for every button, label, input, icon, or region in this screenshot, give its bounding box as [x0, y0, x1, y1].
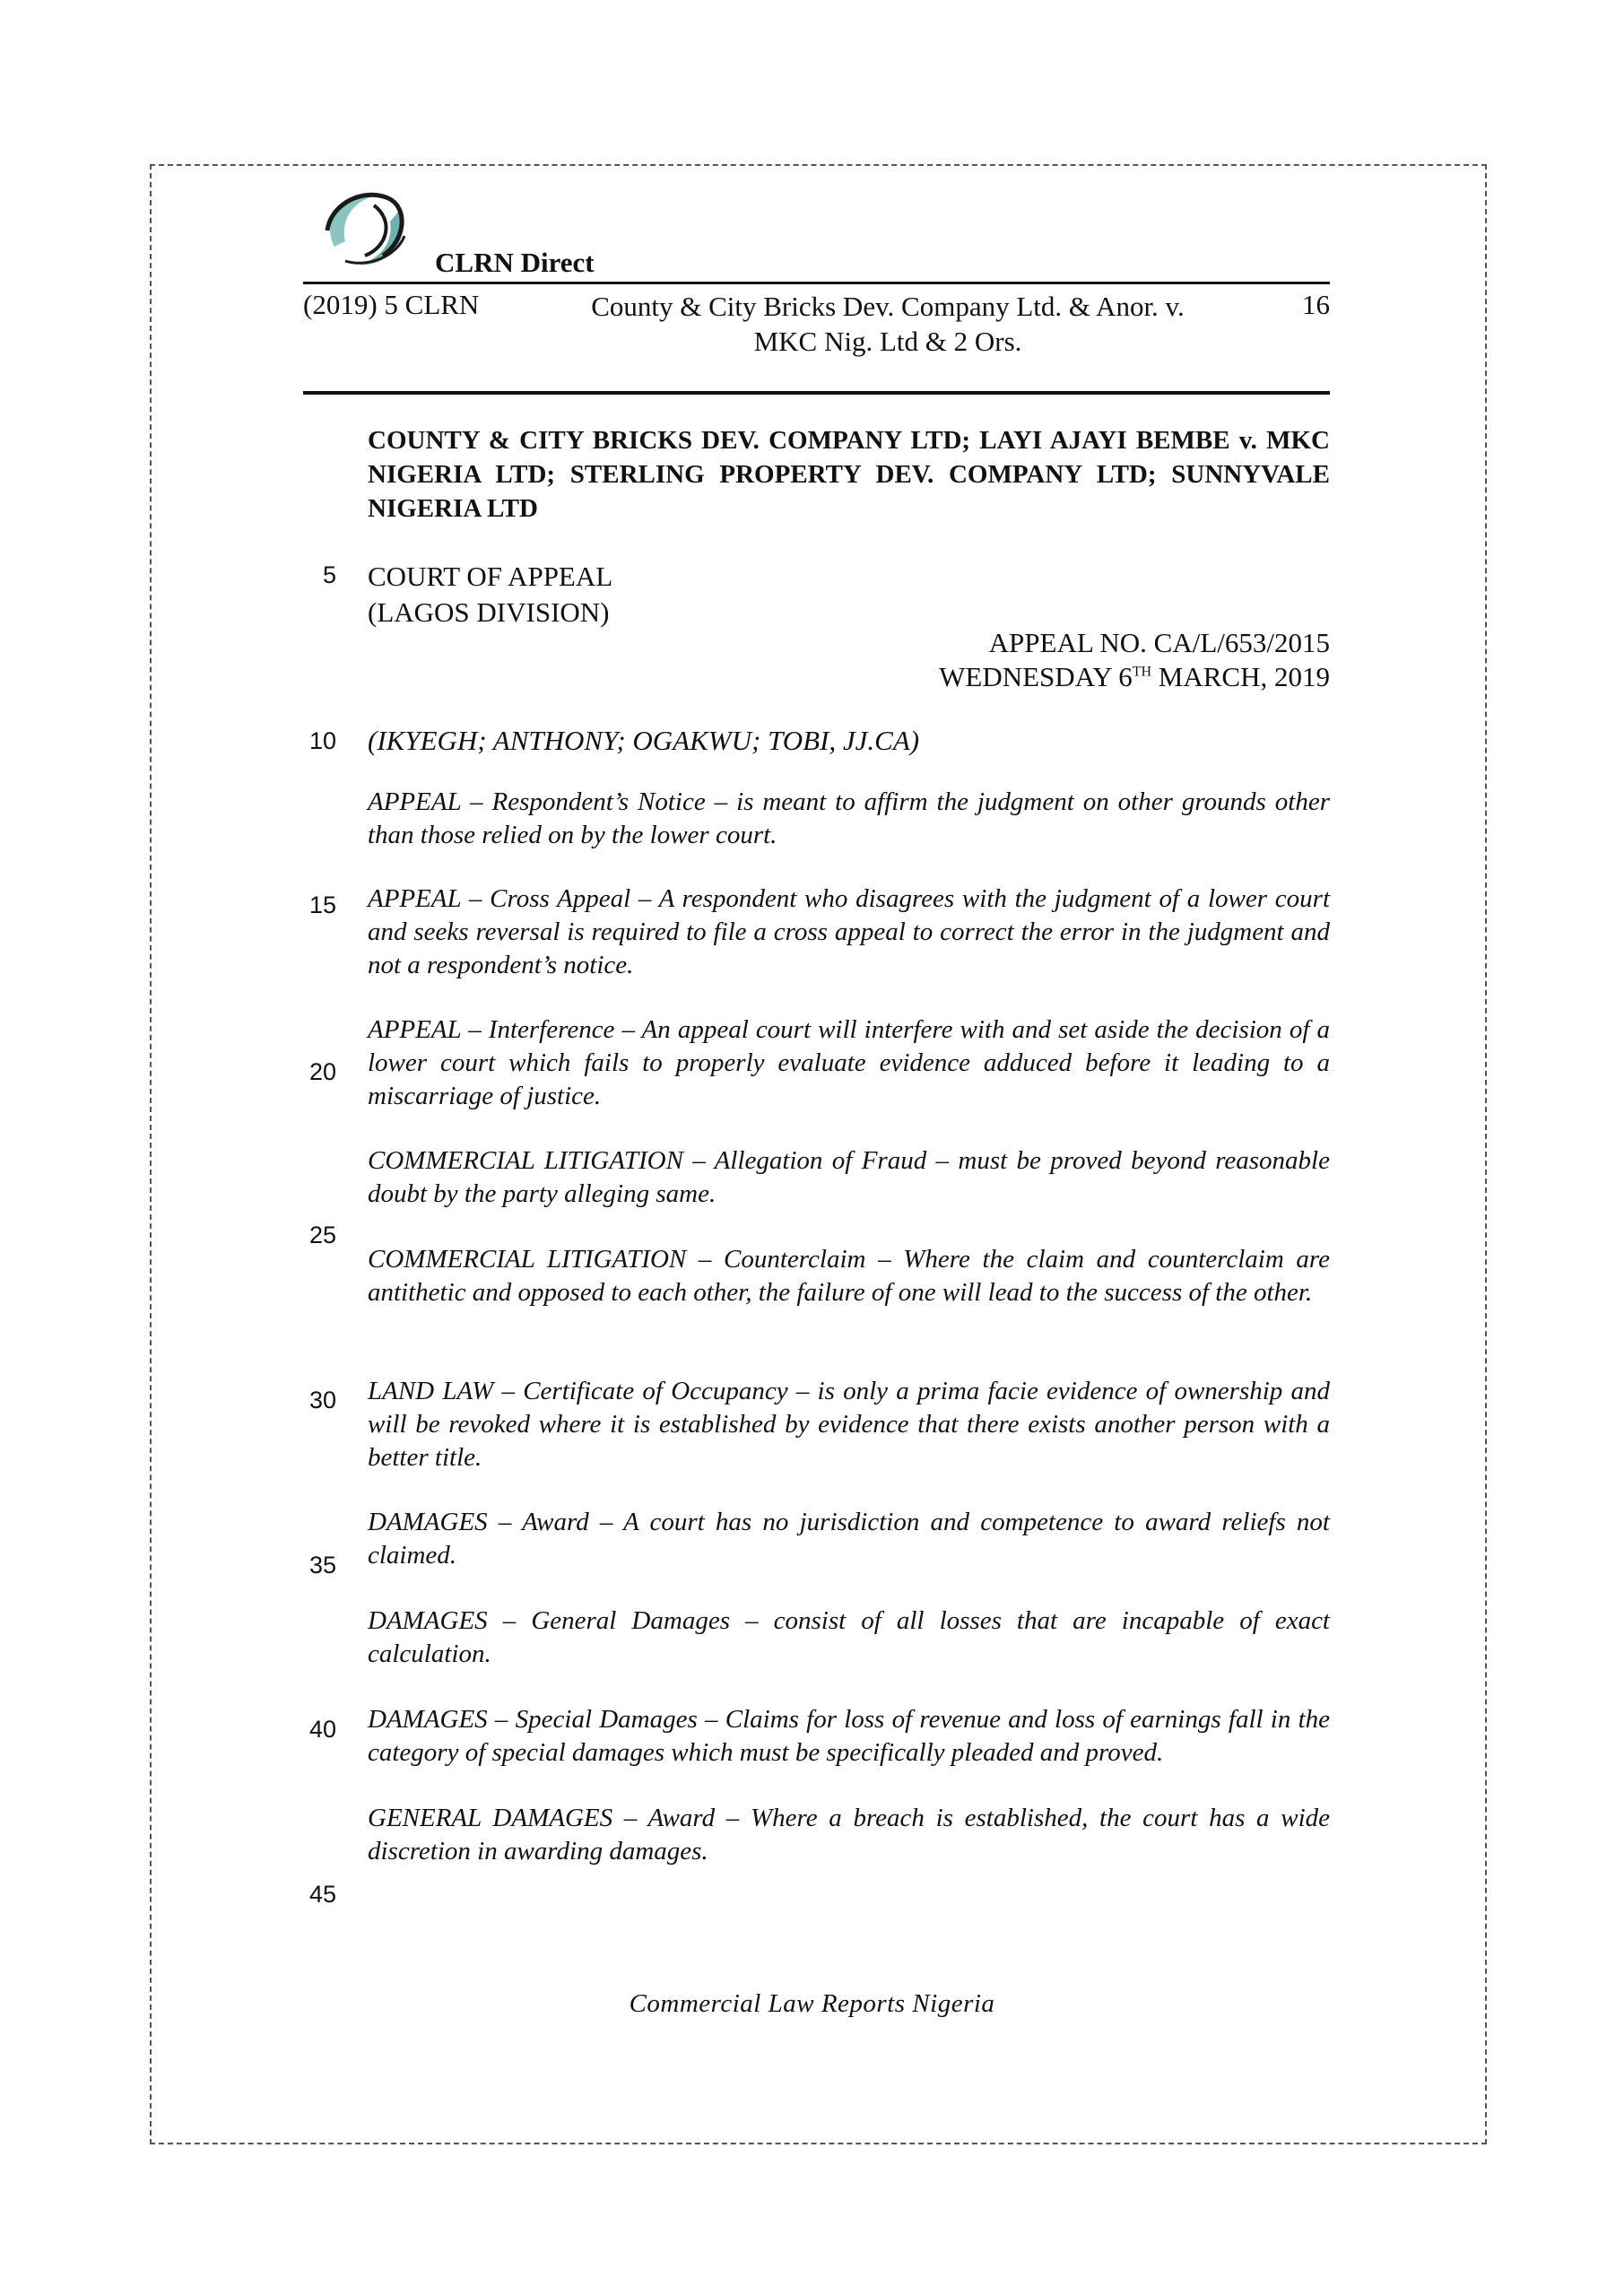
brand-name: CLRN Direct — [435, 247, 595, 278]
headnote: COMMERCIAL LITIGATION – Allegation of Fraud – must be proved beyond reasonable doubt by the party alleging same. — [368, 1146, 1330, 1208]
appeal-date-day: WEDNESDAY 6 — [939, 661, 1133, 692]
appeal-date-rest: MARCH, 2019 — [1151, 661, 1330, 692]
headnote: APPEAL – Interference – An appeal court will interfere with and set aside the decision of a lower court which fails to properly evaluate evidence adduced before it leading to a miscarriage of justice. — [368, 1015, 1330, 1110]
footer-publication: Commercial Law Reports Nigeria — [629, 1989, 995, 2018]
line-number: 35 — [308, 1552, 336, 1578]
header-top-rule — [303, 282, 1330, 284]
running-case-title-line1: County & City Bricks Dev. Company Ltd. & Anor. v. — [591, 291, 1185, 322]
headnote: APPEAL – Respondent’s Notice – is meant to affirm the judgment on other grounds other than those relied on by the lower court. — [368, 787, 1330, 849]
judges-panel: (IKYEGH; ANTHONY; OGAKWU; TOBI, JJ.CA) — [368, 725, 920, 756]
headnote: GENERAL DAMAGES – Award – Where a breach is established, the court has a wide discretion in awarding damages. — [368, 1804, 1330, 1866]
appeal-date-ordinal: TH — [1132, 664, 1152, 680]
appeal-number: APPEAL NO. CA/L/653/2015 — [988, 627, 1330, 658]
court-name: COURT OF APPEAL — [368, 561, 613, 592]
headnote: DAMAGES – General Damages – consist of all losses that are incapable of exact calculation. — [368, 1606, 1330, 1668]
court-division: (LAGOS DIVISION) — [368, 596, 610, 628]
line-number: 30 — [308, 1387, 336, 1413]
line-number: 10 — [308, 727, 336, 754]
running-case-title-line2: MKC Nig. Ltd & 2 Ors. — [753, 326, 1022, 357]
court-block — [368, 559, 612, 631]
appeal-block — [717, 626, 1330, 694]
citation: (2019) 5 CLRN — [303, 289, 480, 320]
headnote: DAMAGES – Special Damages – Claims for loss of revenue and loss of earnings fall in the category of special damages which must be specifically pleaded and proved. — [368, 1705, 1330, 1767]
headnote: APPEAL – Cross Appeal – A respondent who disagrees with the judgment of a lower court and seeks reversal is required to file a cross appeal to correct the error in the judgment and not a respondent’s notice. — [368, 884, 1330, 979]
header-bottom-rule — [303, 391, 1330, 395]
line-number: 20 — [308, 1058, 336, 1085]
appeal-date — [717, 660, 1330, 694]
page-number: 16 — [1302, 289, 1330, 320]
running-case-title — [547, 289, 1229, 359]
line-number: 40 — [308, 1716, 336, 1743]
case-title: COUNTY & CITY BRICKS DEV. COMPANY LTD; LAYI AJAYI BEMBE v. MKC NIGERIA LTD; STERLING PROPERTY DEV. COMPANY LTD; SUNNYVALE NIGERIA LTD — [368, 426, 1330, 523]
clrn-logo-icon — [318, 184, 417, 278]
line-number: 15 — [308, 891, 336, 918]
headnote: COMMERCIAL LITIGATION – Counterclaim – Where the claim and counterclaim are antithetic and opposed to each other, the failure of one will lead to the success of the other. — [368, 1245, 1330, 1307]
line-number: 25 — [308, 1222, 336, 1248]
line-number: 45 — [308, 1881, 336, 1908]
headnote: LAND LAW – Certificate of Occupancy – is only a prima facie evidence of ownership and will be revoked where it is established by evidence that there exists another person with a better title. — [368, 1377, 1330, 1472]
headnote: DAMAGES – Award – A court has no jurisdiction and competence to award reliefs not claimed. — [368, 1508, 1330, 1570]
line-number: 5 — [322, 561, 336, 588]
